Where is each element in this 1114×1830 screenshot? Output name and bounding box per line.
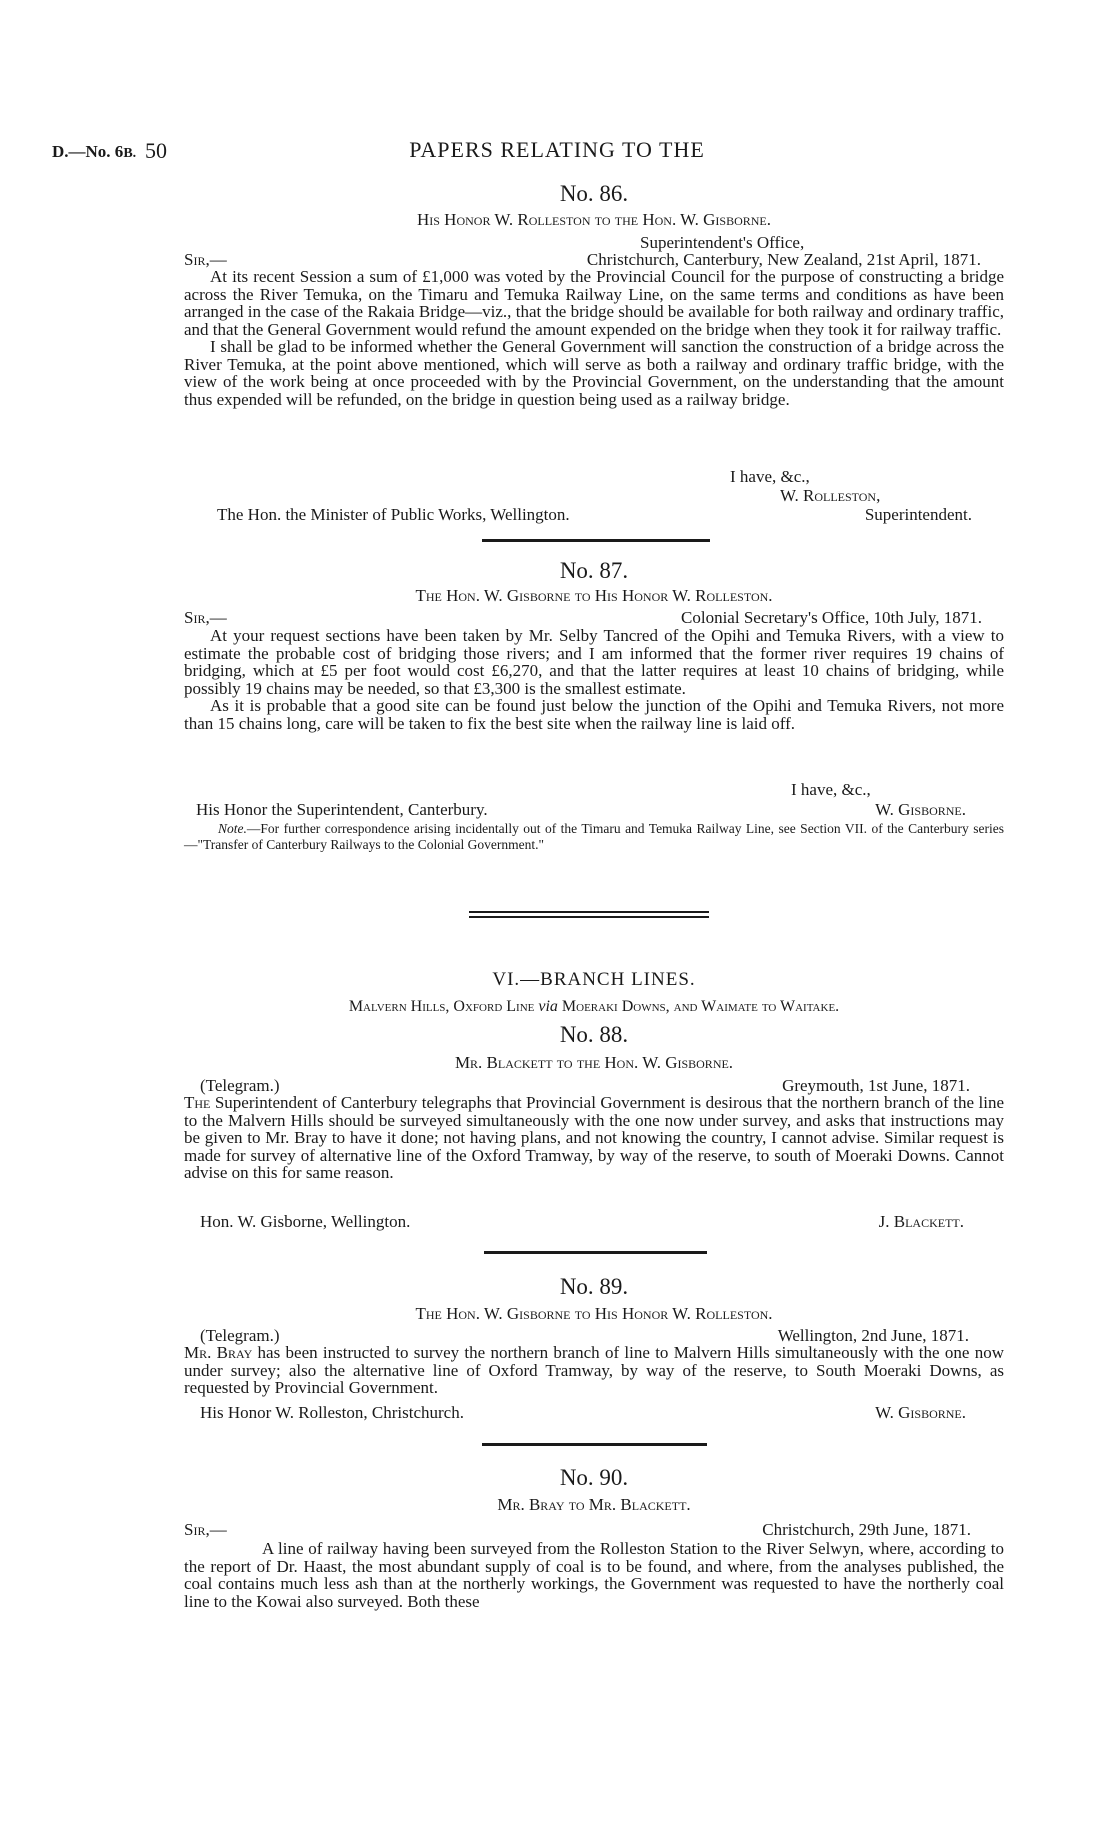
section-divider-double-top <box>469 911 709 913</box>
letter-86-paragraph-1: At its recent Session a sum of £1,000 was voted by the Provincial Council for the purpose of constructing a bridge across the River Temuka, on the Timaru and Temuka Railway Line, on the same terms and conditions as have been arranged in the case of the Rakaia Bridge—viz., that the bridge should be available for both railway and ordinary traffic, and that the General Government would refund the amount expended on the bridge when they took it for railway traffic. <box>184 267 1004 339</box>
letter-87-addressee: His Honor the Superintendent, Canterbury. <box>196 800 488 819</box>
section-divider <box>482 1443 707 1446</box>
letter-90-dateline <box>184 1520 1004 1540</box>
letter-86-heading: His Honor W. Rolleston to the Hon. W. Gisborne. <box>416 210 772 229</box>
letter-88-body <box>184 1094 1004 1182</box>
running-title: PAPERS RELATING TO THE <box>409 137 705 162</box>
letter-87-number: No. 87. <box>559 558 629 583</box>
letter-86-closing: I have, &c., <box>730 467 810 486</box>
letter-90-number: No. 90. <box>559 1465 629 1490</box>
letter-86-salutation: Sir,— <box>184 250 227 269</box>
letter-87-paragraph-2: As it is probable that a good site can be found just below the junction of the Opihi and Temuka Rivers, not more than 15 chains long, care will be taken to fix the best site when the railway line is laid off. <box>184 696 1004 733</box>
section-divider <box>482 539 710 542</box>
letter-86-signature-row <box>184 486 1004 506</box>
letter-90-salutation: Sir,— <box>184 1520 227 1539</box>
letter-90-heading: Mr. Bray to Mr. Blackett. <box>497 1495 691 1514</box>
letter-86-signature: W. Rolleston, <box>780 486 881 505</box>
letter-86-addressee-row <box>184 505 1004 525</box>
section-subheading: Malvern Hills, Oxford Line via Moeraki Downs, and Waimate to Waitake. <box>348 998 840 1015</box>
letter-89-type: (Telegram.) <box>200 1326 280 1345</box>
letter-86-number: No. 86. <box>559 181 629 206</box>
letter-88-place-date: Greymouth, 1st June, 1871. <box>782 1076 970 1095</box>
letter-87-salutation: Sir,— <box>184 608 227 627</box>
letter-89-number: No. 89. <box>559 1274 629 1299</box>
letter-88-heading: Mr. Blackett to the Hon. W. Gisborne. <box>454 1053 734 1072</box>
page-number: 50 <box>145 138 167 163</box>
letter-88-type: (Telegram.) <box>200 1076 280 1095</box>
letter-86-place-date: Christchurch, Canterbury, New Zealand, 21st April, 1871. <box>586 250 981 269</box>
letter-86-office: Superintendent's Office, <box>640 233 805 252</box>
letter-88-number: No. 88. <box>559 1022 629 1047</box>
letter-90-paragraph-1: A line of railway having been surveyed from the Rolleston Station to the River Selwyn, where, according to the report of Dr. Haast, the most abundant supply of coal is to be found, and where, from the analyses published, the coal contains much less ash than at the northerly workings, the Government was requested to have the northerly coal line to the Kowai also surveyed. Both these <box>184 1539 1004 1611</box>
letter-86-body <box>184 268 1004 408</box>
letter-87-note <box>184 821 1004 853</box>
letter-87-closing-row <box>184 780 1004 800</box>
letter-89-addressee: His Honor W. Rolleston, Christchurch. <box>200 1403 464 1422</box>
letter-89-heading: The Hon. W. Gisborne to His Honor W. Rolleston. <box>415 1304 773 1323</box>
reference-suffix: B. <box>123 146 137 161</box>
letter-89-paragraph: Mr. Bray has been instructed to survey the northern branch of line to Malvern Hills simultaneously with the one now under survey; also the alternative line of Oxford Tramway, by way of the reserve, to South Moeraki Downs, as requested by Provincial Government. <box>184 1343 1004 1397</box>
letter-88-addressee-row <box>184 1212 1004 1232</box>
letter-89-body <box>184 1344 1004 1397</box>
letter-86-addressee: The Hon. the Minister of Public Works, Wellington. <box>217 505 570 524</box>
letter-89-addressee-row <box>184 1403 1004 1423</box>
section-divider <box>484 1251 707 1254</box>
letter-88-addressee: Hon. W. Gisborne, Wellington. <box>200 1212 411 1231</box>
letter-89-signature: W. Gisborne. <box>875 1403 966 1422</box>
reference-number: D.—No. 6 <box>52 142 124 161</box>
letter-87-addressee-row <box>184 800 1004 820</box>
letter-86-closing-row <box>184 467 1004 487</box>
letter-88-paragraph: The Superintendent of Canterbury telegraphs that Provincial Government is desirous that the northern branch of the line to the Malvern Hills should be surveyed simultaneously with the one now under survey, and asks that instructions may be given to Mr. Bray to have it done; not having plans, and not knowing the country, I cannot advise. Similar request is made for survey of alternative line of the Oxford Tramway, by way of the reserve, to south of Moeraki Downs. Cannot advise on this for same reason. <box>184 1093 1004 1182</box>
letter-89-place-date: Wellington, 2nd June, 1871. <box>777 1326 969 1345</box>
section-divider-double-bottom <box>469 916 709 918</box>
section-heading: VI.—BRANCH LINES. <box>492 969 696 990</box>
letter-86-title: Superintendent. <box>864 505 972 524</box>
letter-87-dateline <box>184 608 1004 628</box>
letter-87-place-date: Colonial Secretary's Office, 10th July, 1871. <box>681 608 982 627</box>
letter-87-signature: W. Gisborne. <box>875 800 966 819</box>
letter-87-heading: The Hon. W. Gisborne to His Honor W. Rolleston. <box>415 586 773 605</box>
note-label: Note. <box>218 821 247 836</box>
letter-90-place-date: Christchurch, 29th June, 1871. <box>762 1520 971 1539</box>
letter-86-paragraph-2: I shall be glad to be informed whether the General Government will sanction the construction of a bridge across the River Temuka, at the point above mentioned, which will serve as both a railway and ordinary traffic bridge, with the view of the work being at once proceeded with by the Provincial Government, on the understanding that the amount thus expended will be refunded, on the bridge in question being used as a railway bridge. <box>184 337 1004 409</box>
letter-87-body <box>184 627 1004 732</box>
letter-90-body <box>184 1540 1004 1610</box>
letter-87-closing: I have, &c., <box>791 780 871 799</box>
letter-88-signature: J. Blackett. <box>878 1212 964 1231</box>
letter-87-paragraph-1: At your request sections have been taken by Mr. Selby Tancred of the Opihi and Temuka Rivers, with a view to estimate the probable cost of bridging those rivers; and I am informed that the former river requires 19 chains of bridging, which at £5 per foot would cost £6,270, and that the latter requires at least 10 chains of bridging, while possibly 19 chains may be needed, so that £3,300 is the smallest estimate. <box>184 626 1004 698</box>
note-text: —For further correspondence arising incidentally out of the Timaru and Temuka Railway Line, see Section VII. of the Canterbury series—"Transfer of Canterbury Railways to the Colonial Government." <box>184 821 1004 852</box>
